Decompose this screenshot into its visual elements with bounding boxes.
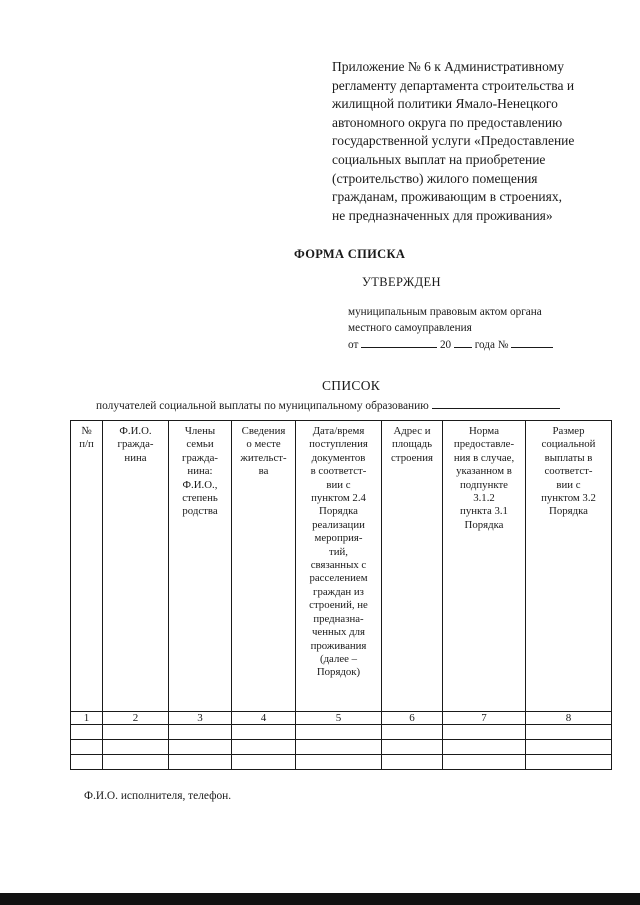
table-cell <box>296 755 382 770</box>
column-header-line: Норма <box>469 425 499 437</box>
act-date-line <box>348 336 618 354</box>
column-header-line: гражда- <box>117 438 154 451</box>
column-header-line: выплаты в <box>544 451 593 464</box>
table-cell <box>103 755 169 770</box>
column-header-line: Порядок) <box>316 666 361 679</box>
column-number: 6 <box>382 712 443 725</box>
column-header-line: Порядка <box>464 518 504 531</box>
appendix-line: Приложение № 6 к Административному <box>332 59 564 74</box>
column-header-line: пунктом 3.2 <box>541 492 596 505</box>
column-number: 5 <box>296 712 382 725</box>
column-header-line: в соответст- <box>310 465 367 478</box>
column-header-line: нина: <box>187 465 213 478</box>
table-row <box>71 740 612 755</box>
table-row <box>71 755 612 770</box>
year-blank <box>454 336 472 348</box>
column-header-line: степень <box>182 492 218 505</box>
appendix-line: социальных выплат на приобретение <box>332 151 546 167</box>
column-header-line: Ф.И.О. <box>119 425 152 437</box>
column-number: 1 <box>71 712 103 725</box>
column-header-line: Размер <box>552 425 585 437</box>
appendix-line: государственной услуги «Предоставление <box>332 133 575 149</box>
table-cell <box>526 725 612 740</box>
column-header-line: 3.1.2 <box>473 492 495 505</box>
column-header-line: ченных для <box>312 626 365 639</box>
table-cell <box>232 755 296 770</box>
act-from-label: от <box>348 339 359 351</box>
year-prefix: 20 <box>439 339 452 351</box>
table-cell <box>443 755 526 770</box>
column-header-line: вии с <box>326 478 351 491</box>
appendix-line: не предназначенных для проживания» <box>332 207 553 223</box>
table-cell <box>526 755 612 770</box>
column-header-8 <box>526 421 612 712</box>
column-header-line: № <box>81 425 92 437</box>
column-header-line: граждан из <box>313 585 364 598</box>
column-header-line: ва <box>258 465 269 478</box>
table-cell <box>71 755 103 770</box>
column-header-line: жительст- <box>240 451 287 464</box>
table-cell <box>526 740 612 755</box>
recipients-table <box>70 420 612 770</box>
column-header-line: расселением <box>309 572 368 585</box>
form-title: ФОРМА СПИСКА <box>294 247 406 261</box>
column-header-line: семьи <box>186 438 214 451</box>
column-header-1 <box>71 421 103 712</box>
column-header-line: Ф.И.О., <box>182 478 218 491</box>
appendix-line: регламенту департамента строительства и <box>332 77 575 93</box>
act-line-1: муниципальным правовым актом органа <box>348 306 542 318</box>
table-cell <box>443 740 526 755</box>
table-cell <box>232 725 296 740</box>
column-header-line: площадь <box>391 438 433 451</box>
column-number: 8 <box>526 712 612 725</box>
table-cell <box>103 725 169 740</box>
column-header-5 <box>296 421 382 712</box>
table-cell <box>169 725 232 740</box>
column-header-line: предназна- <box>313 612 364 625</box>
column-header-line: Дата/время <box>312 425 365 437</box>
column-header-line: Порядка <box>549 505 588 518</box>
column-header-line: документов <box>311 451 366 464</box>
date-blank <box>361 336 437 348</box>
column-header-line: вии с <box>556 478 581 491</box>
column-header-line: социальной <box>541 438 596 451</box>
column-header-line: Члены <box>184 425 216 437</box>
column-header-line: предоставле- <box>453 438 515 451</box>
column-header-line: п/п <box>79 438 94 451</box>
column-header-line: Сведения <box>241 425 286 437</box>
table-cell <box>169 755 232 770</box>
column-header-line: подпункте <box>460 478 508 491</box>
table-row <box>71 725 612 740</box>
column-header-line: строений, не <box>309 599 368 612</box>
approval-act <box>348 305 618 354</box>
column-number: 4 <box>232 712 296 725</box>
list-subtitle-text: получателей социальной выплаты по муниципальному образованию <box>96 400 429 412</box>
appendix-line: (строительство) жилого помещения <box>332 170 538 186</box>
column-header-line: поступления <box>309 438 368 451</box>
column-header-3 <box>169 421 232 712</box>
table-cell <box>382 725 443 740</box>
table-cell <box>103 740 169 755</box>
column-header-6 <box>382 421 443 712</box>
column-header-line: Адрес и <box>393 425 431 437</box>
table-cell <box>443 725 526 740</box>
column-header-line: нина <box>124 451 147 464</box>
column-header-line: родства <box>182 505 218 518</box>
table-cell <box>382 755 443 770</box>
table-cell <box>296 740 382 755</box>
appendix-line: жилищной политики Ямало-Ненецкого <box>332 96 558 112</box>
column-header-line: пунктом 2.4 <box>311 492 366 505</box>
year-suffix: года № <box>474 339 509 351</box>
column-number: 2 <box>103 712 169 725</box>
column-header-line: указанном в <box>456 465 512 478</box>
table-cell <box>71 725 103 740</box>
column-header-line: Порядка <box>319 505 358 518</box>
column-header-7 <box>443 421 526 712</box>
list-title: СПИСОК <box>322 378 381 393</box>
list-subtitle <box>96 397 560 412</box>
act-line-2: местного самоуправления <box>348 321 472 334</box>
column-header-line: тий, <box>329 545 348 558</box>
table-cell <box>232 740 296 755</box>
municipality-blank <box>432 397 560 409</box>
executor-note: Ф.И.О. исполнителя, телефон. <box>84 790 232 802</box>
table-cell <box>382 740 443 755</box>
column-header-4 <box>232 421 296 712</box>
column-header-line: (далее – <box>319 652 358 665</box>
column-header-line: строения <box>391 451 433 464</box>
column-header-line: соответст- <box>544 465 593 478</box>
column-header-line: связанных с <box>310 559 367 572</box>
column-number: 3 <box>169 712 232 725</box>
scan-edge <box>0 893 640 905</box>
table-header-row <box>71 421 612 712</box>
table-number-row <box>71 712 612 725</box>
column-header-line: проживания <box>310 639 367 652</box>
column-header-line: гражда- <box>182 451 218 464</box>
appendix-line: гражданам, проживающим в строениях, <box>332 189 562 205</box>
column-header-line: реализации <box>312 518 365 531</box>
appendix-line: автономного округа по предоставлению <box>332 114 563 130</box>
column-header-line: о месте <box>246 438 281 451</box>
table-cell <box>169 740 232 755</box>
column-header-line: мероприя- <box>314 532 363 545</box>
number-blank <box>511 336 553 348</box>
table-cell <box>71 740 103 755</box>
approved-title: УТВЕРЖДЕН <box>362 275 441 289</box>
appendix-note <box>332 58 617 225</box>
column-number: 7 <box>443 712 526 725</box>
column-header-2 <box>103 421 169 712</box>
column-header-line: ния в случае, <box>453 451 515 464</box>
column-header-line: пункта 3.1 <box>460 505 508 518</box>
table-cell <box>296 725 382 740</box>
